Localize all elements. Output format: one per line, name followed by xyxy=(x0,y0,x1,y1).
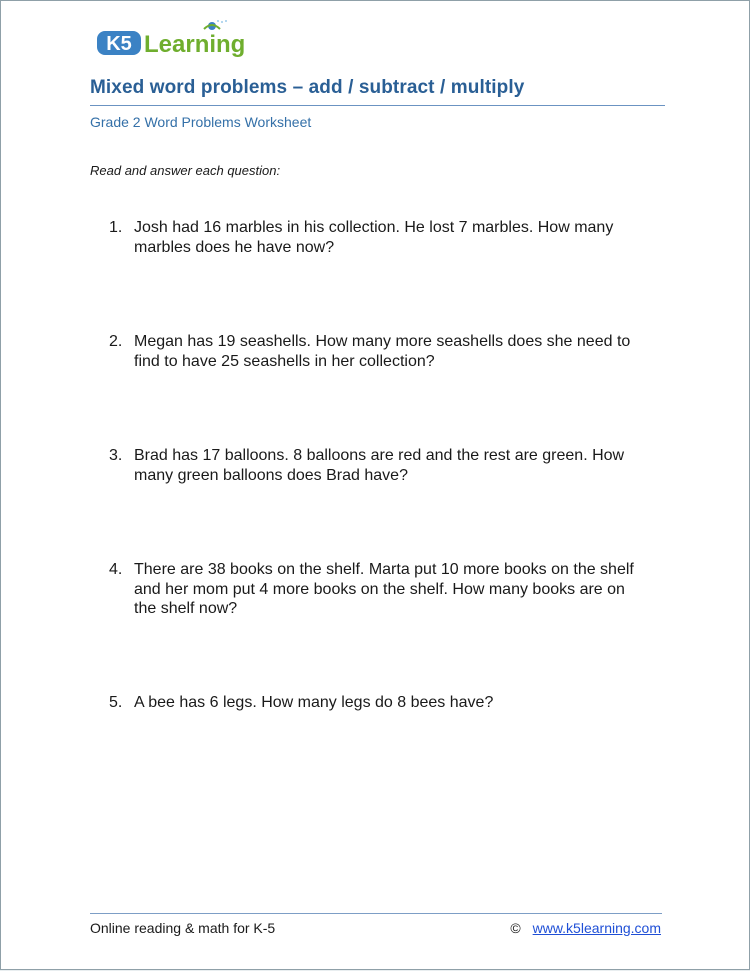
question-item xyxy=(109,693,649,713)
svg-text:K5: K5 xyxy=(106,33,132,55)
question-list xyxy=(1,1,750,971)
question-number: 3. xyxy=(109,447,123,464)
question-item xyxy=(109,560,649,619)
question-number: 4. xyxy=(109,561,123,578)
question-text: There are 38 books on the shelf. Marta put 10 more books on the shelf and her mom put 4 more books on the shelf. How many books are on the shelf now? xyxy=(134,561,634,617)
question-text: Megan has 19 seashells. How many more seashells does she need to find to have 25 seashells in her collection? xyxy=(134,333,631,370)
question-number: 5. xyxy=(109,694,123,711)
question-item xyxy=(109,332,649,371)
footer-tagline: Online reading & math for K-5 xyxy=(90,920,276,936)
question-text: Josh had 16 marbles in his collection. He lost 7 marbles. How many marbles does he have now? xyxy=(134,219,614,256)
question-item xyxy=(109,218,649,257)
copyright-symbol: © xyxy=(510,920,521,936)
footer-credit xyxy=(510,920,661,936)
worksheet-title: Mixed word problems – add / subtract / multiply xyxy=(90,77,525,98)
question-number: 1. xyxy=(109,219,123,236)
question-number: 2. xyxy=(109,333,123,350)
website-link[interactable]: www.k5learning.com xyxy=(532,920,661,936)
footer-divider xyxy=(90,913,662,914)
question-text: A bee has 6 legs. How many legs do 8 bees have? xyxy=(134,694,494,711)
question-item xyxy=(109,446,649,485)
svg-text:Learning: Learning xyxy=(144,31,246,58)
worksheet-subtitle: Grade 2 Word Problems Worksheet xyxy=(90,114,312,130)
instructions: Read and answer each question: xyxy=(90,163,281,178)
question-text: Brad has 17 balloons. 8 balloons are red and the rest are green. How many green balloons does Brad have? xyxy=(134,447,625,484)
